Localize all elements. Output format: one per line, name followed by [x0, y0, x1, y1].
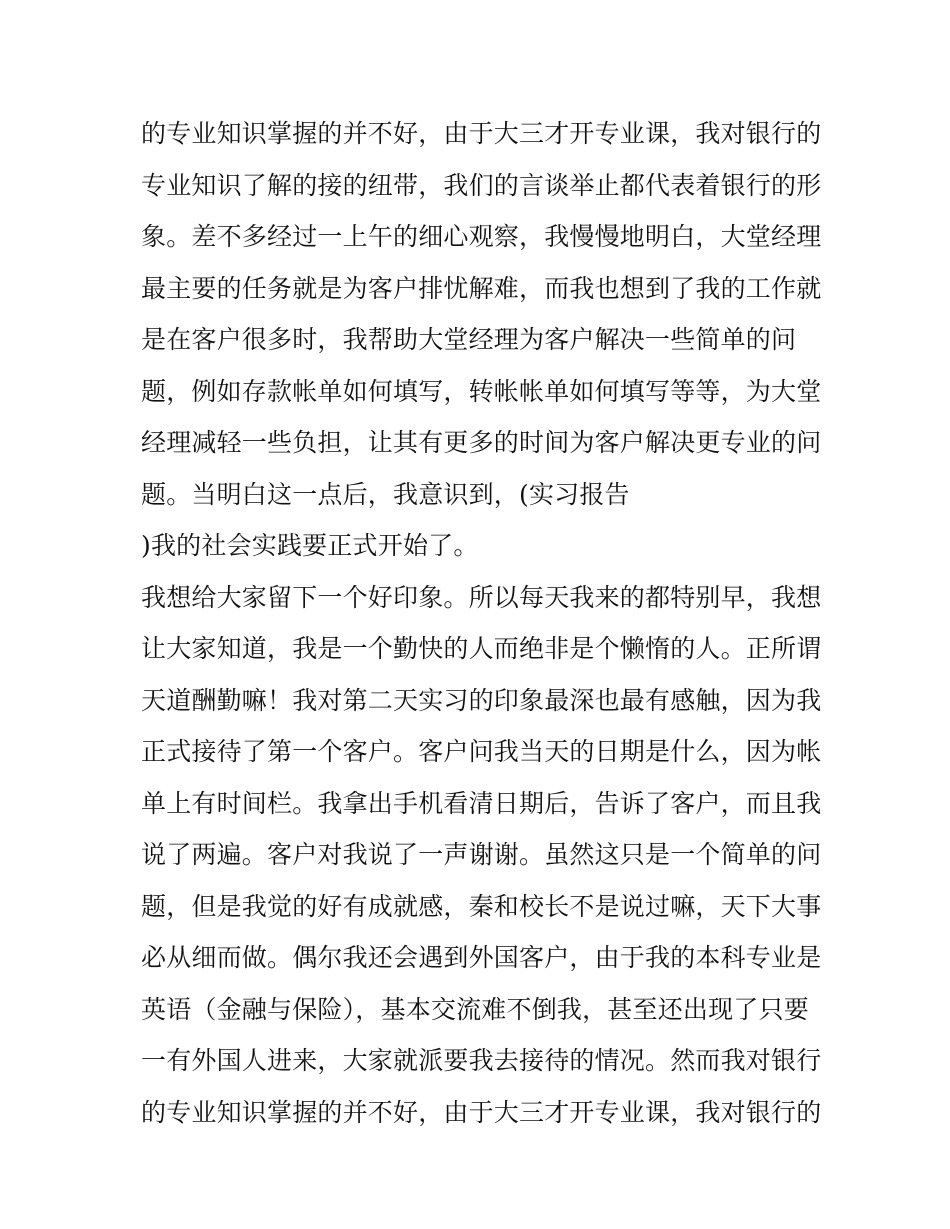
text-line-17: 必从细而做。偶尔我还会遇到外国客户，由于我的本科专业是: [141, 943, 822, 972]
text-line-14: 单上有时间栏。我拿出手机看清日期后，告诉了客户，而且我: [141, 788, 822, 818]
text-line-7: 经理减轻一些负担，让其有更多的时间为客户解决更专业的问: [141, 428, 822, 457]
text-line-13: 正式接待了第一个客户。客户问我当天的日期是什么，因为帐: [141, 737, 822, 766]
text-line-9: )我的社会实践要正式开始了。: [141, 531, 479, 560]
text-line-2: 专业知识了解的接的纽带，我们的言谈举止都代表着银行的形: [141, 170, 822, 200]
text-line-15: 说了两遍。客户对我说了一声谢谢。虽然这只是一个简单的问: [141, 840, 822, 869]
text-line-10: 我想给大家留下一个好印象。所以每天我来的都特别早，我想: [141, 582, 822, 612]
body-text: [141, 108, 821, 1138]
text-line-1: 的专业知识掌握的并不好，由于大三才开专业课，我对银行的: [141, 119, 822, 148]
text-line-4: 最主要的任务就是为客户排忧解难，而我也想到了我的工作就: [141, 273, 822, 303]
text-line-20: 的专业知识掌握的并不好，由于大三才开专业课，我对银行的: [141, 1097, 822, 1127]
text-line-18: 英语（金融与保险），基本交流难不倒我，甚至还出现了只要: [141, 994, 809, 1024]
text-line-5: 是在客户很多时，我帮助大堂经理为客户解决一些简单的问: [141, 325, 797, 354]
text-line-19: 一有外国人进来，大家就派要我去接待的情况。然而我对银行: [141, 1046, 822, 1075]
text-line-12: 天道酬勤嘛！我对第二天实习的印象最深也最有感触，因为我: [141, 685, 822, 715]
text-line-16: 题，但是我觉的好有成就感，秦和校长不是说过嘛，天下大事: [141, 891, 822, 921]
text-line-3: 象。差不多经过一上午的细心观察，我慢慢地明白，大堂经理: [141, 222, 822, 251]
text-line-8: 题。当明白这一点后，我意识到，(实习报告: [141, 479, 630, 509]
text-line-11: 让大家知道，我是一个勤快的人而绝非是个懒惰的人。正所谓: [141, 634, 822, 663]
text-line-6: 题，例如存款帐单如何填写，转帐帐单如何填写等等，为大堂: [141, 376, 822, 406]
